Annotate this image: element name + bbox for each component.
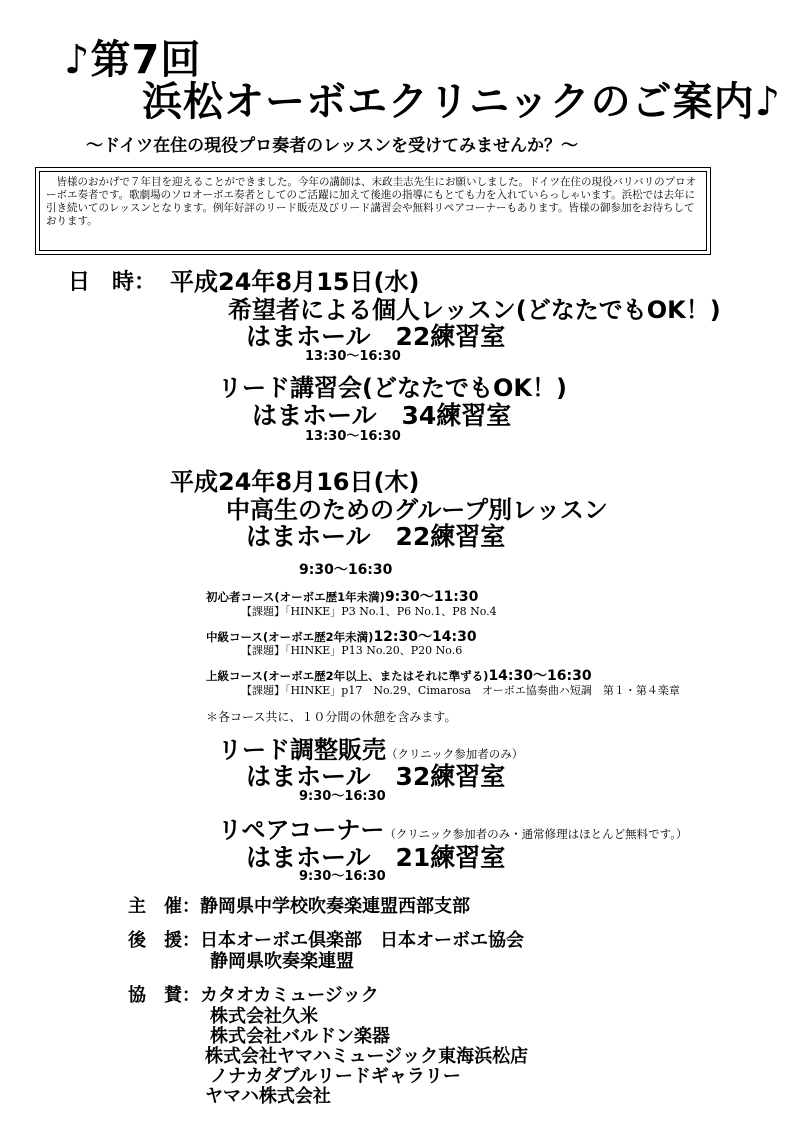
course-intermediate-kadai: 【課題】「HINKE」P13 No.20、P20 No.6 xyxy=(241,644,463,657)
repair-room: はまホール 21練習室 xyxy=(246,843,506,872)
sponsor-item: 株式会社久米 xyxy=(210,1006,318,1027)
day1-lesson-title: 希望者による個人レッスン(どなたでもOK！) xyxy=(228,296,721,324)
sponsor-item: ヤマハ株式会社 xyxy=(205,1086,331,1107)
sponsor-label: 協 賛： xyxy=(128,985,200,1006)
course-beginner xyxy=(206,590,478,604)
day1-reed-time: 13:30～16:30 xyxy=(305,429,401,444)
sponsor-item: ノナカダブルリードギャラリー xyxy=(210,1066,461,1087)
host-name: 静岡県中学校吹奏楽連盟西部支部 xyxy=(200,896,470,917)
support-line xyxy=(128,932,524,950)
sales-time: 9:30～16:30 xyxy=(299,789,386,804)
course-intermediate-time: 12:30～14:30 xyxy=(373,629,477,645)
support-line-2: 静岡県吹奏楽連盟 xyxy=(210,951,354,972)
course-advanced xyxy=(206,669,592,683)
intro-box xyxy=(35,167,711,255)
day1-lesson-time: 13:30～16:30 xyxy=(305,349,401,364)
course-intermediate-name: 中級コース(オーボエ歴2年未満) xyxy=(206,630,374,644)
break-note: ＊各コース共に、１０分間の休憩を含みます。 xyxy=(206,710,457,724)
sales-title: リード調整販売 xyxy=(218,736,386,764)
support-label: 後 援： xyxy=(128,930,200,951)
sponsor-line xyxy=(128,987,379,1005)
course-intermediate xyxy=(206,630,477,644)
course-advanced-name: 上級コース(オーボエ歴2年以上、またはそれに準ずる) xyxy=(206,669,489,683)
subtitle: ～ドイツ在住の現役プロ奏者のレッスンを受けてみませんか？～ xyxy=(86,136,578,156)
course-advanced-time: 14:30～16:30 xyxy=(488,668,592,684)
sales-room: はまホール 32練習室 xyxy=(246,762,506,791)
sponsor-item: カタオカミュージック xyxy=(200,985,379,1006)
title-line-1: ♪第7回 xyxy=(64,37,202,83)
sales-line xyxy=(218,738,523,762)
course-beginner-kadai: 【課題】「HINKE」P3 No.1、P6 No.1、P8 No.4 xyxy=(241,605,497,618)
repair-title: リペアコーナー xyxy=(218,816,385,844)
host-line xyxy=(128,898,470,916)
sales-note: （クリニック参加者のみ） xyxy=(386,747,524,761)
repair-line xyxy=(218,818,687,842)
repair-time: 9:30～16:30 xyxy=(299,869,386,884)
day2-date: 平成24年8月16日(木) xyxy=(170,468,420,496)
intro-text: 皆様のおかげで７年目を迎えることができました。今年の講師は、末政圭志先生にお願いしました。ドイツ在住の現役バリバリのプロオーボエ奏者です。歌劇場のソロオーボエ奏者としてのご活躍に加えて後進の指導にもとても力を入れていらっしゃいます。浜松では去年に引き続いてのレッスンとなります。例年好評のリード販売及びリード講習会や無料リペアコーナーもあります。皆様の御参加をお待ちしております。 xyxy=(39,171,707,251)
day2-group-title: 中高生のためのグループ別レッスン xyxy=(226,496,608,524)
course-beginner-name: 初心者コース(オーボエ歴1年未満) xyxy=(206,590,385,604)
day1-reed-room: はまホール 34練習室 xyxy=(252,401,512,430)
day2-group-room: はまホール 22練習室 xyxy=(246,522,506,551)
course-beginner-time: 9:30～11:30 xyxy=(384,589,479,605)
support-line-1: 日本オーボエ倶楽部 日本オーボエ協会 xyxy=(200,930,524,951)
course-advanced-kadai: 【課題】「HINKE」p17 No.29、Cimarosa オーボエ協奏曲ハ短調 第１・第４楽章 xyxy=(241,684,680,697)
day1-date: 平成24年8月15日(水) xyxy=(170,268,420,296)
day1-reed-title: リード講習会(どなたでもOK！) xyxy=(218,374,567,402)
sponsor-item: 株式会社ヤマハミュージック東海浜松店 xyxy=(205,1046,529,1067)
host-label: 主 催： xyxy=(128,896,200,917)
sponsor-item: 株式会社バルドン楽器 xyxy=(210,1026,390,1047)
repair-note: （クリニック参加者のみ・通常修理はほとんど無料です。） xyxy=(384,827,688,841)
schedule-label: 日 時： xyxy=(68,270,157,295)
day2-group-time: 9:30～16:30 xyxy=(299,562,393,578)
day1-lesson-room: はまホール 22練習室 xyxy=(246,322,506,351)
title-line-2: 浜松オーボエクリニックのご案内♪ xyxy=(142,79,782,125)
